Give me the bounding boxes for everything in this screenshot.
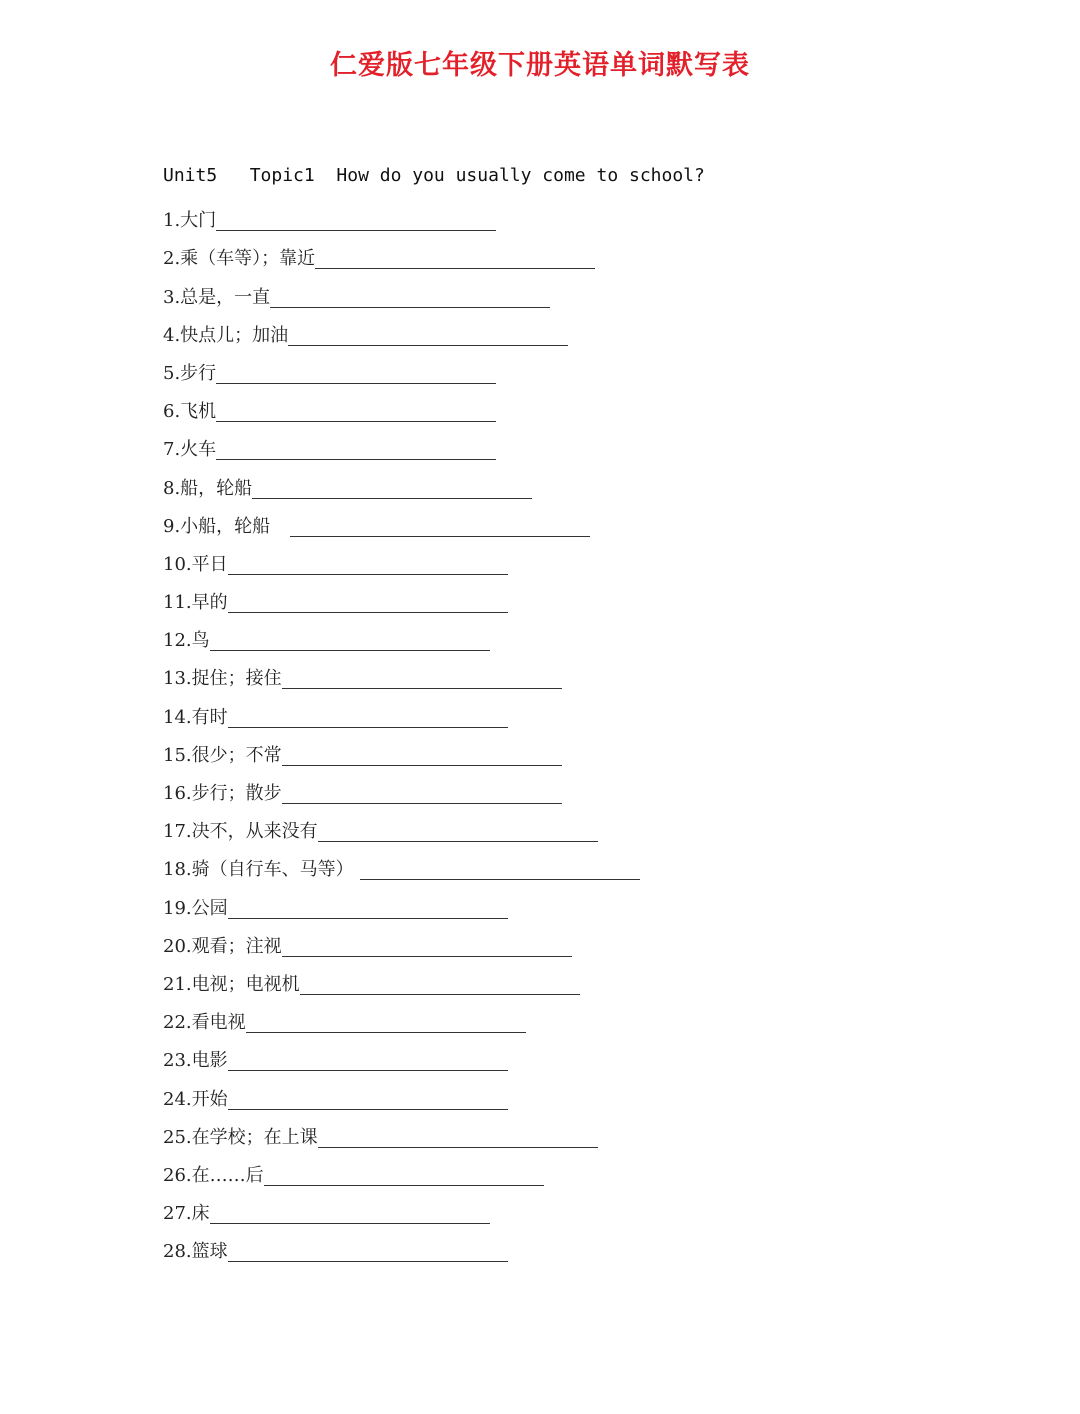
item-label: 1.大门 xyxy=(163,210,217,232)
item-label: 25.在学校；在上课 xyxy=(163,1126,318,1148)
item-label: 24.开始 xyxy=(163,1088,228,1110)
item-label: 5.步行 xyxy=(163,362,217,384)
item-label: 9.小船，轮船 xyxy=(163,515,271,537)
item-label: 13.捉住；接住 xyxy=(163,668,282,690)
answer-blank-line[interactable] xyxy=(315,267,595,269)
answer-blank-line[interactable] xyxy=(282,955,572,957)
answer-blank-line[interactable] xyxy=(228,611,508,613)
answer-blank-line[interactable] xyxy=(216,229,496,231)
item-label: 22.看电视 xyxy=(163,1012,246,1034)
item-label: 4.快点儿；加油 xyxy=(163,324,289,346)
list-item xyxy=(163,925,640,963)
item-label: 2.乘（车等）；靠近 xyxy=(163,248,316,270)
answer-blank-line[interactable] xyxy=(252,497,532,499)
list-item xyxy=(163,466,640,504)
answer-blank-line[interactable] xyxy=(228,917,508,919)
item-label: 18.骑（自行车、马等） xyxy=(163,859,354,881)
list-item xyxy=(163,1077,640,1115)
list-item xyxy=(163,352,640,390)
item-label: 21.电视；电视机 xyxy=(163,973,300,995)
list-item xyxy=(163,505,640,543)
answer-blank-line[interactable] xyxy=(282,764,562,766)
list-item xyxy=(163,275,640,313)
list-item xyxy=(163,657,640,695)
list-item xyxy=(163,772,640,810)
list-item xyxy=(163,1039,640,1077)
list-item xyxy=(163,963,640,1001)
answer-blank-line[interactable] xyxy=(300,993,580,995)
answer-blank-line[interactable] xyxy=(228,573,508,575)
unit-heading: Unit5 Topic1 How do you usually come to school? xyxy=(163,165,705,186)
answer-blank-line[interactable] xyxy=(318,840,598,842)
item-label: 7.火车 xyxy=(163,439,217,461)
answer-blank-line[interactable] xyxy=(216,458,496,460)
item-label: 19.公园 xyxy=(163,897,228,919)
answer-blank-line[interactable] xyxy=(228,726,508,728)
list-item xyxy=(163,695,640,733)
item-label: 16.步行；散步 xyxy=(163,783,282,804)
answer-blank-line[interactable] xyxy=(228,1069,508,1071)
item-label: 3.总是，一直 xyxy=(163,286,271,308)
list-item xyxy=(163,428,640,466)
item-label: 6.飞机 xyxy=(163,401,217,423)
item-label: 8.船，轮船 xyxy=(163,477,253,499)
list-item xyxy=(163,1192,640,1230)
item-label: 20.观看；注视 xyxy=(163,935,282,957)
answer-blank-line[interactable] xyxy=(290,535,590,537)
answer-blank-line[interactable] xyxy=(288,344,568,346)
item-label: 14.有时 xyxy=(163,706,228,728)
answer-blank-line[interactable] xyxy=(264,1184,544,1186)
list-item xyxy=(163,1154,640,1192)
answer-blank-line[interactable] xyxy=(360,878,640,880)
answer-blank-line[interactable] xyxy=(282,687,562,689)
answer-blank-line[interactable] xyxy=(210,649,490,651)
answer-blank-line[interactable] xyxy=(228,1260,508,1262)
answer-blank-line[interactable] xyxy=(282,802,562,804)
list-item xyxy=(163,543,640,581)
item-label: 26.在……后 xyxy=(163,1164,264,1186)
list-item xyxy=(163,810,640,848)
item-label: 12.鸟 xyxy=(163,630,210,652)
list-item xyxy=(163,581,640,619)
item-label: 28.篮球 xyxy=(163,1241,228,1263)
answer-blank-line[interactable] xyxy=(210,1222,490,1224)
item-label: 11.早的 xyxy=(163,592,228,614)
list-item xyxy=(163,199,640,237)
list-item xyxy=(163,848,640,886)
answer-blank-line[interactable] xyxy=(216,420,496,422)
list-item xyxy=(163,1001,640,1039)
item-label: 23.电影 xyxy=(163,1050,228,1072)
answer-blank-line[interactable] xyxy=(228,1108,508,1110)
item-label: 17.决不，从来没有 xyxy=(163,821,318,843)
answer-blank-line[interactable] xyxy=(270,306,550,308)
list-item xyxy=(163,734,640,772)
list-item xyxy=(163,886,640,924)
answer-blank-line[interactable] xyxy=(216,382,496,384)
list-item xyxy=(163,1116,640,1154)
item-label: 27.床 xyxy=(163,1203,210,1225)
answer-blank-line[interactable] xyxy=(246,1031,526,1033)
word-list xyxy=(163,199,640,1268)
page-title: 仁爱版七年级下册英语单词默写表 xyxy=(330,50,750,81)
item-label: 10.平日 xyxy=(163,553,228,575)
list-item xyxy=(163,237,640,275)
answer-blank-line[interactable] xyxy=(318,1146,598,1148)
list-item xyxy=(163,314,640,352)
list-item xyxy=(163,1230,640,1268)
item-label: 15.很少；不常 xyxy=(163,744,282,766)
list-item xyxy=(163,390,640,428)
list-item xyxy=(163,619,640,657)
